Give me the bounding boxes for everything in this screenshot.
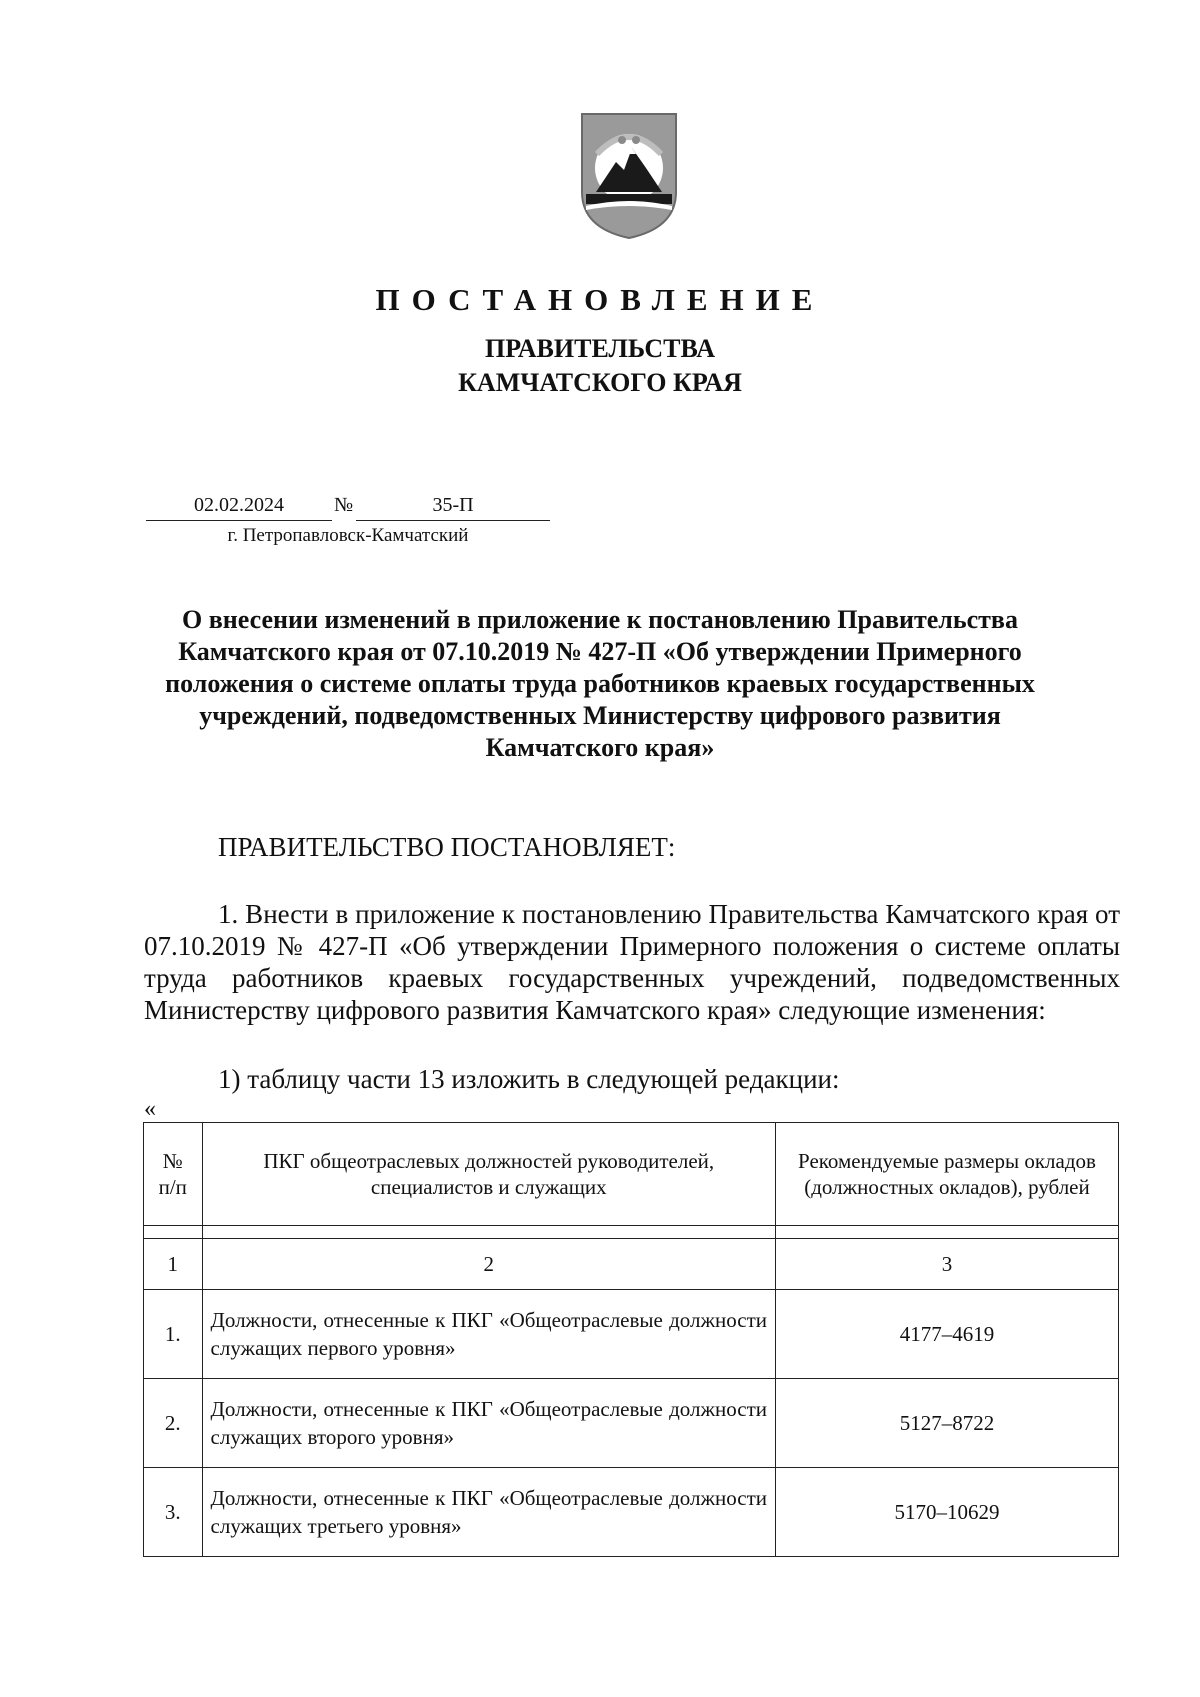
row-description: Должности, отнесенные к ПКГ «Общеотраслевые должности служащих третьего уровня» bbox=[202, 1468, 775, 1557]
salary-table bbox=[143, 1122, 1119, 1557]
item-1: 1) таблицу части 13 изложить в следующей редакции: bbox=[218, 1064, 840, 1094]
header-number: № п/п bbox=[144, 1123, 203, 1226]
row-salary-range: 5170–10629 bbox=[776, 1468, 1119, 1557]
issuer-line-2: КАМЧАТСКОГО КРАЯ bbox=[458, 368, 742, 397]
header-group: ПКГ общеотраслевых должностей руководителей, специалистов и служащих bbox=[202, 1123, 775, 1226]
number-sign: № bbox=[334, 494, 354, 516]
document-number: 35-П bbox=[356, 490, 550, 521]
column-number: 3 bbox=[776, 1239, 1119, 1290]
row-number: 2. bbox=[144, 1379, 203, 1468]
header-separator bbox=[144, 1226, 1119, 1239]
issuer-line-1: ПРАВИТЕЛЬСТВА bbox=[485, 334, 715, 363]
table-row bbox=[144, 1468, 1119, 1557]
row-salary-range: 5127–8722 bbox=[776, 1379, 1119, 1468]
row-number: 1. bbox=[144, 1290, 203, 1379]
paragraph-1: 1. Внести в приложение к постановлению Правительства Камчатского края от 07.10.2019 № 427-П «Об утверждении Примерного положения о системе оплаты труда работников краевых государственных учреждений, подведомственных Министерству цифрового развития Камчатского края» следующие изменения: bbox=[144, 899, 1120, 1025]
column-number-row bbox=[144, 1239, 1119, 1290]
document-date: 02.02.2024 bbox=[146, 490, 332, 521]
row-number: 3. bbox=[144, 1468, 203, 1557]
row-salary-range: 4177–4619 bbox=[776, 1290, 1119, 1379]
table-row bbox=[144, 1379, 1119, 1468]
column-number: 1 bbox=[144, 1239, 203, 1290]
table-row bbox=[144, 1290, 1119, 1379]
coat-of-arms-icon bbox=[574, 110, 684, 240]
separator-cell bbox=[202, 1226, 775, 1239]
row-description: Должности, отнесенные к ПКГ «Общеотраслевые должности служащих второго уровня» bbox=[202, 1379, 775, 1468]
row-description: Должности, отнесенные к ПКГ «Общеотраслевые должности служащих первого уровня» bbox=[202, 1290, 775, 1379]
table-header-row bbox=[144, 1123, 1119, 1226]
separator-cell bbox=[144, 1226, 203, 1239]
separator-cell bbox=[776, 1226, 1119, 1239]
document-title: ПОСТАНОВЛЕНИЕ bbox=[375, 282, 825, 317]
quote-open: « bbox=[144, 1096, 156, 1122]
header-salary: Рекомендуемые размеры окладов (должностных окладов), рублей bbox=[776, 1123, 1119, 1226]
decree-heading: ПРАВИТЕЛЬСТВО ПОСТАНОВЛЯЕТ: bbox=[218, 832, 676, 862]
document-subject: О внесении изменений в приложение к постановлению Правительства Камчатского края от 07.10.2019 № 427-П «Об утверждении Примерного положения о системе оплаты труда работников краевых государственных учреждений, подведомственных Министерству цифрового развития Камчатского края» bbox=[165, 605, 1035, 762]
document-city: г. Петропавловск-Камчатский bbox=[227, 525, 469, 546]
column-number: 2 bbox=[202, 1239, 775, 1290]
